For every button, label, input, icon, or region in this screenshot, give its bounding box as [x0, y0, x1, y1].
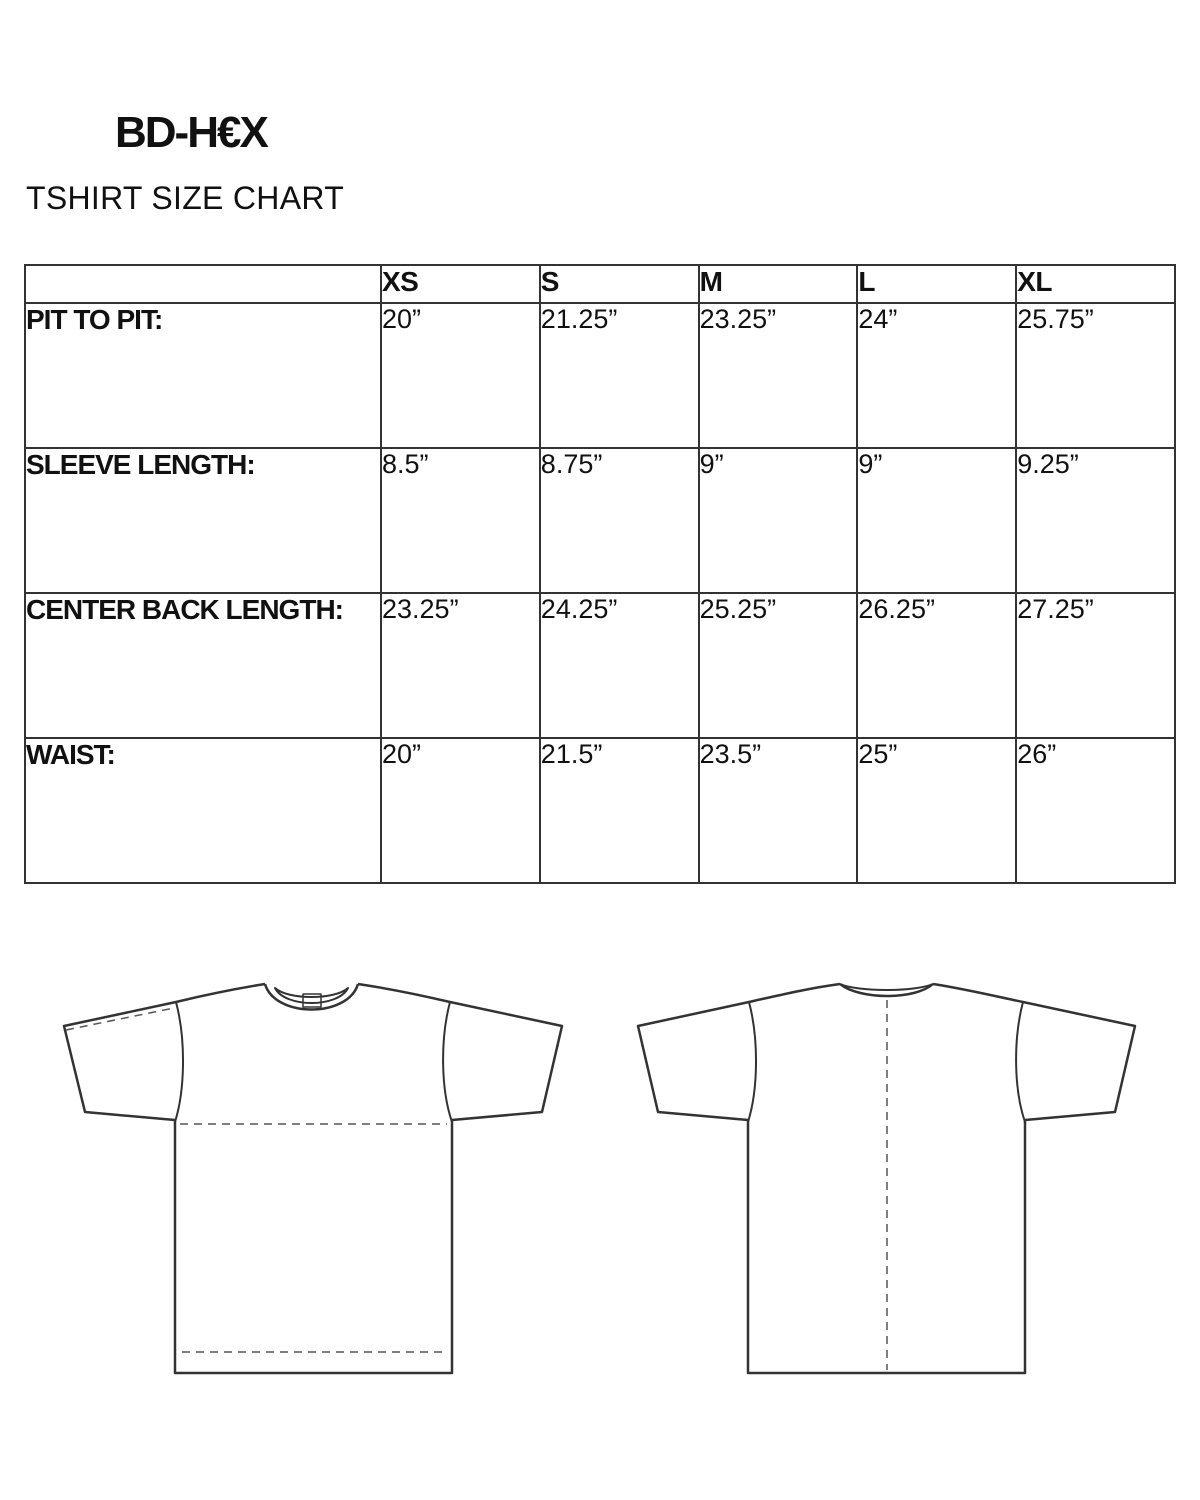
table-cell: 27.25”	[1016, 593, 1175, 738]
tshirt-back-view	[638, 984, 1135, 1373]
size-header-row	[25, 265, 1175, 303]
front-collar-inner	[275, 988, 348, 1003]
sleeve-length-measure-line	[66, 1008, 174, 1030]
table-cell: 23.25”	[381, 593, 540, 738]
size-header-xl: XL	[1016, 265, 1175, 303]
table-cell: 20”	[381, 738, 540, 883]
corner-cell	[25, 265, 381, 303]
back-collar-inner	[840, 984, 933, 990]
table-cell: 24”	[857, 303, 1016, 448]
brand-logo: BD-H€X	[115, 108, 267, 157]
table-cell: 21.5”	[540, 738, 699, 883]
table-cell: 23.5”	[699, 738, 858, 883]
table-cell: 23.25”	[699, 303, 858, 448]
page-title: TSHIRT SIZE CHART	[26, 180, 345, 216]
table-row	[25, 303, 1175, 448]
table-row	[25, 448, 1175, 593]
table-cell: 20”	[381, 303, 540, 448]
tshirt-diagram	[0, 960, 1200, 1390]
table-cell: 9.25”	[1016, 448, 1175, 593]
table-cell: 21.25”	[540, 303, 699, 448]
right-armhole-seam	[443, 1002, 452, 1122]
back-right-armhole-seam	[1016, 1002, 1025, 1122]
table-cell: 25.75”	[1016, 303, 1175, 448]
table-cell: 8.5”	[381, 448, 540, 593]
back-left-armhole-seam	[748, 1002, 756, 1122]
table-cell: 24.25”	[540, 593, 699, 738]
row-label-center-back-length: CENTER BACK LENGTH:	[25, 593, 381, 738]
row-label-sleeve-length: SLEEVE LENGTH:	[25, 448, 381, 593]
table-cell: 9”	[857, 448, 1016, 593]
table-cell: 9”	[699, 448, 858, 593]
table-cell: 8.75”	[540, 448, 699, 593]
size-header-l: L	[857, 265, 1016, 303]
size-table	[24, 264, 1176, 884]
table-cell: 25”	[857, 738, 1016, 883]
size-header-xs: XS	[381, 265, 540, 303]
table-cell: 25.25”	[699, 593, 858, 738]
table-cell: 26”	[1016, 738, 1175, 883]
table-row	[25, 593, 1175, 738]
table-cell: 26.25”	[857, 593, 1016, 738]
left-armhole-seam	[175, 1002, 183, 1122]
row-label-pit-to-pit: PIT TO PIT:	[25, 303, 381, 448]
table-row	[25, 738, 1175, 883]
row-label-waist: WAIST:	[25, 738, 381, 883]
tshirt-front-view	[64, 984, 562, 1373]
size-header-m: M	[699, 265, 858, 303]
size-header-s: S	[540, 265, 699, 303]
front-body-outline	[64, 984, 562, 1373]
